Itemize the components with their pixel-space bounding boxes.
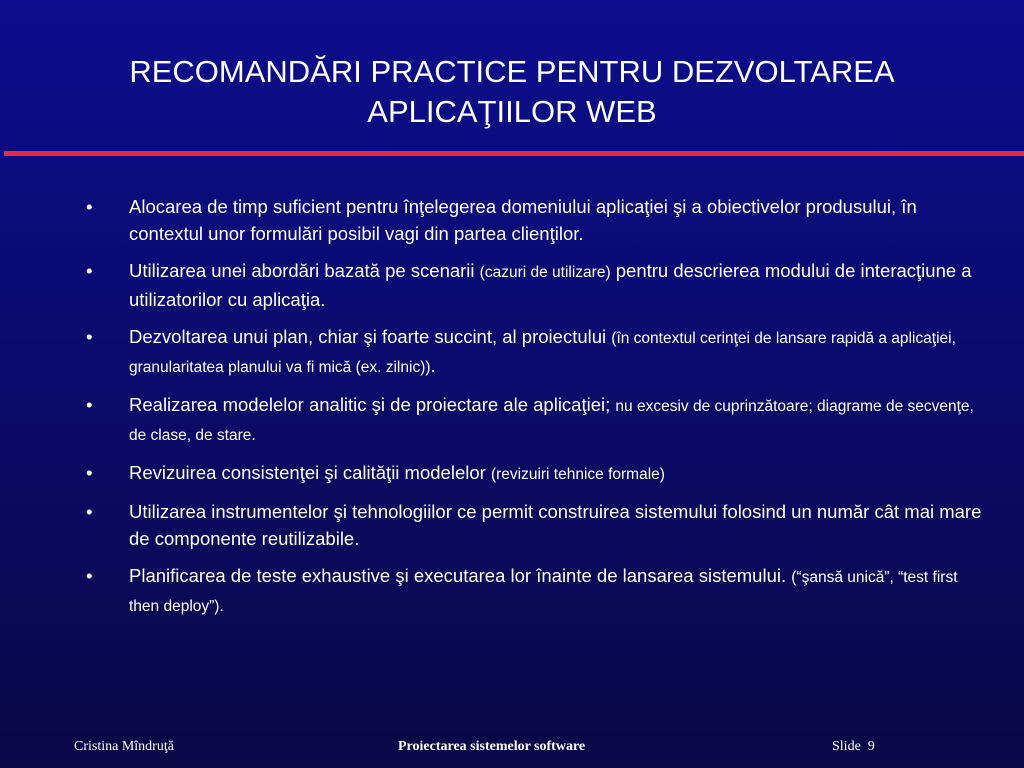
slide-label: Slide xyxy=(832,739,861,754)
bullet-note: (“şansă unică”, “test first then deploy”). xyxy=(129,569,958,615)
bullet-item xyxy=(0,391,1024,449)
bullet-item xyxy=(0,323,1024,381)
bullet-item xyxy=(0,459,1024,488)
bullet-icon: • xyxy=(86,565,93,586)
bullet-text: Planificarea de teste exhaustive şi executarea lor înainte de lansarea sistemului. xyxy=(129,565,792,586)
bullet-icon: • xyxy=(86,196,93,217)
bullet-item xyxy=(0,193,1024,247)
bullet-text: Utilizarea unei abordări bazată pe scenarii xyxy=(129,260,480,281)
bullet-tail: pentru descrierea modului de interacţiune a utilizatorilor cu aplicaţia. xyxy=(129,260,972,310)
bullet-icon: • xyxy=(86,394,93,415)
bullet-item xyxy=(0,257,1024,313)
title-divider xyxy=(4,151,1024,156)
bullet-note: (revizuiri tehnice formale) xyxy=(490,466,665,483)
bullet-note: nu excesiv de cuprinzătoare; diagrame de secvenţe, de clase, de stare. xyxy=(129,398,974,444)
bullet-list xyxy=(0,193,1024,630)
bullet-tail: . xyxy=(430,355,436,376)
bullet-text: Utilizarea instrumentelor şi tehnologiilor ce permit construirea sistemului folosind un număr cât mai mare de componente reutilizabile. xyxy=(129,501,982,549)
bullet-note: (cazuri de utilizare) xyxy=(479,264,611,281)
bullet-item xyxy=(0,498,1024,552)
slide-title xyxy=(40,52,984,132)
footer-course-title: Proiectarea sistemelor software xyxy=(398,739,586,754)
bullet-text: Realizarea modelelor analitic şi de proiectare ale aplicaţiei; xyxy=(129,394,616,415)
footer-slide-number xyxy=(832,739,875,755)
slide-number: 9 xyxy=(867,739,875,754)
footer-author: Cristina Mîndruţă xyxy=(74,739,174,754)
slide-title-line-2: APLICAŢIILOR WEB xyxy=(367,94,657,129)
bullet-icon: • xyxy=(86,326,93,347)
slide-title-line-1: RECOMANDĂRI PRACTICE PENTRU DEZVOLTAREA xyxy=(129,54,895,89)
bullet-text: Alocarea de timp suficient pentru înţelegerea domeniului aplicaţiei şi a obiectivelor produsului, în contextul unor formulări posibil vagi din partea clienţilor. xyxy=(129,196,917,244)
bullet-note: (în contextul cerinţei de lansare rapidă a aplicaţiei, granularitatea planului va fi mică (ex. zilnic)) xyxy=(129,330,956,376)
bullet-icon: • xyxy=(86,501,93,522)
bullet-text: Dezvoltarea unui plan, chiar şi foarte succint, al proiectului xyxy=(129,326,612,347)
bullet-icon: • xyxy=(86,462,93,483)
bullet-icon: • xyxy=(86,260,93,281)
bullet-text: Revizuirea consistenţei şi calităţii modelelor xyxy=(129,462,491,483)
bullet-item xyxy=(0,562,1024,620)
